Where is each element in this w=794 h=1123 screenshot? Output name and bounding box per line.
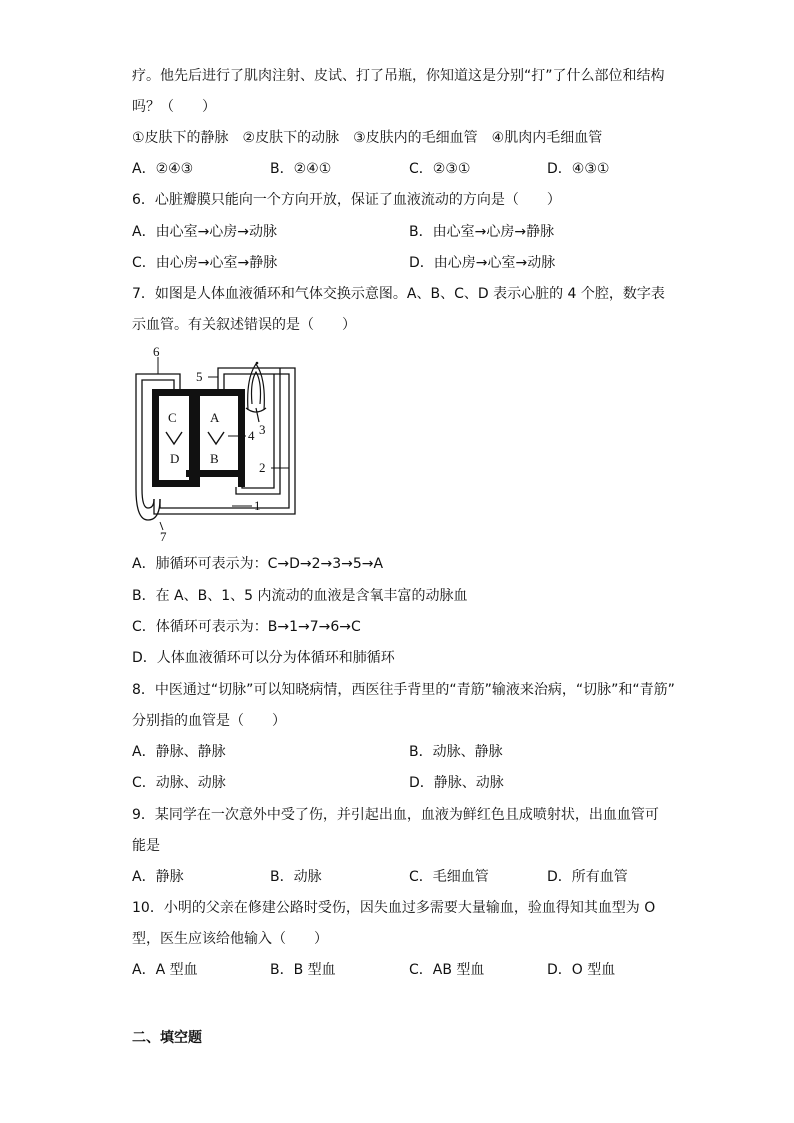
q5-option-c[interactable]: C．②③①	[409, 161, 471, 177]
q9-stem-line2: 能是	[132, 838, 160, 854]
chamber-label-a: A	[210, 410, 220, 425]
q9-option-d[interactable]: D．所有血管	[547, 869, 628, 885]
chamber-label-c: C	[168, 410, 177, 425]
q10-option-b[interactable]: B．B 型血	[270, 962, 336, 978]
vessel-label-5: 5	[196, 369, 203, 384]
q6-option-b[interactable]: B．由心室→心房→静脉	[409, 224, 555, 240]
q7-option-d[interactable]: D．人体血液循环可以分为体循环和肺循环	[132, 650, 395, 666]
vessel-label-6: 6	[153, 344, 160, 359]
section-heading: 二、填空题	[132, 1030, 202, 1046]
q8-option-d[interactable]: D．静脉、动脉	[409, 775, 504, 791]
q5-option-b[interactable]: B．②④①	[270, 161, 332, 177]
q6-option-c[interactable]: C．由心房→心室→静脉	[132, 255, 278, 271]
q5-option-d[interactable]: D．④③①	[547, 161, 610, 177]
q8-option-b[interactable]: B．动脉、静脉	[409, 744, 503, 760]
q6-option-d[interactable]: D．由心房→心室→动脉	[409, 255, 556, 271]
q10-option-d[interactable]: D．O 型血	[547, 962, 616, 978]
q7-stem-line1: 7．如图是人体血液循环和气体交换示意图。A、B、C、D 表示心脏的 4 个腔，数字表	[132, 286, 665, 302]
q8-option-c[interactable]: C．动脉、动脉	[132, 775, 226, 791]
q7-option-b[interactable]: B．在 A、B、1、5 内流动的血液是含氧丰富的动脉血	[132, 588, 468, 604]
q5-items: ①皮肤下的静脉 ②皮肤下的动脉 ③皮肤内的毛细血管 ④肌肉内毛细血管	[132, 130, 603, 146]
alveolus-dot	[256, 362, 259, 365]
vessel-label-2: 2	[259, 460, 266, 475]
vessel-label-3: 3	[259, 422, 266, 437]
q7-stem-line2: 示血管。有关叙述错误的是（ ）	[132, 317, 356, 333]
q9-option-b[interactable]: B．动脉	[270, 869, 322, 885]
q6-stem: 6．心脏瓣膜只能向一个方向开放，保证了血液流动的方向是（ ）	[132, 192, 561, 208]
q10-stem-line1: 10．小明的父亲在修建公路时受伤，因失血过多需要大量输血，验血得知其血型为 O	[132, 900, 656, 916]
vessel-label-7: 7	[160, 529, 167, 544]
q9-option-c[interactable]: C．毛细血管	[409, 869, 489, 885]
heart-walls	[152, 389, 245, 487]
blood-circulation-diagram	[128, 344, 298, 544]
q6-option-a[interactable]: A．由心室→心房→动脉	[132, 224, 278, 240]
q9-stem-line1: 9．某同学在一次意外中受了伤，并引起出血，血液为鲜红色且成喷射状，出血血管可	[132, 807, 659, 823]
alveolus-icon	[246, 364, 266, 422]
q8-stem-line2: 分别指的血管是（ ）	[132, 713, 286, 729]
q7-option-c[interactable]: C．体循环可表示为：B→1→7→6→C	[132, 619, 361, 635]
q8-stem-line1: 8．中医通过“切脉”可以知晓病情，西医往手背里的“青筋”输液来治病，“切脉”和“青筋”	[132, 682, 675, 698]
q5-stem-line1: 疗。他先后进行了肌肉注射、皮试、打了吊瓶，你知道这是分别“打”了什么部位和结构	[132, 68, 665, 84]
chamber-label-d: D	[170, 451, 180, 466]
vessel-label-1: 1	[254, 498, 261, 513]
q10-option-a[interactable]: A．A 型血	[132, 962, 198, 978]
q10-stem-line2: 型，医生应该给他输入（ ）	[132, 931, 328, 947]
q10-option-c[interactable]: C．AB 型血	[409, 962, 485, 978]
q9-option-a[interactable]: A．静脉	[132, 869, 184, 885]
q5-option-a[interactable]: A．②④③	[132, 161, 194, 177]
chamber-label-b: B	[210, 451, 219, 466]
q5-stem-line2: 吗？（ ）	[132, 99, 216, 115]
q8-option-a[interactable]: A．静脉、静脉	[132, 744, 226, 760]
vessel-label-4: 4	[248, 428, 255, 443]
q7-option-a[interactable]: A．肺循环可表示为：C→D→2→3→5→A	[132, 556, 384, 572]
